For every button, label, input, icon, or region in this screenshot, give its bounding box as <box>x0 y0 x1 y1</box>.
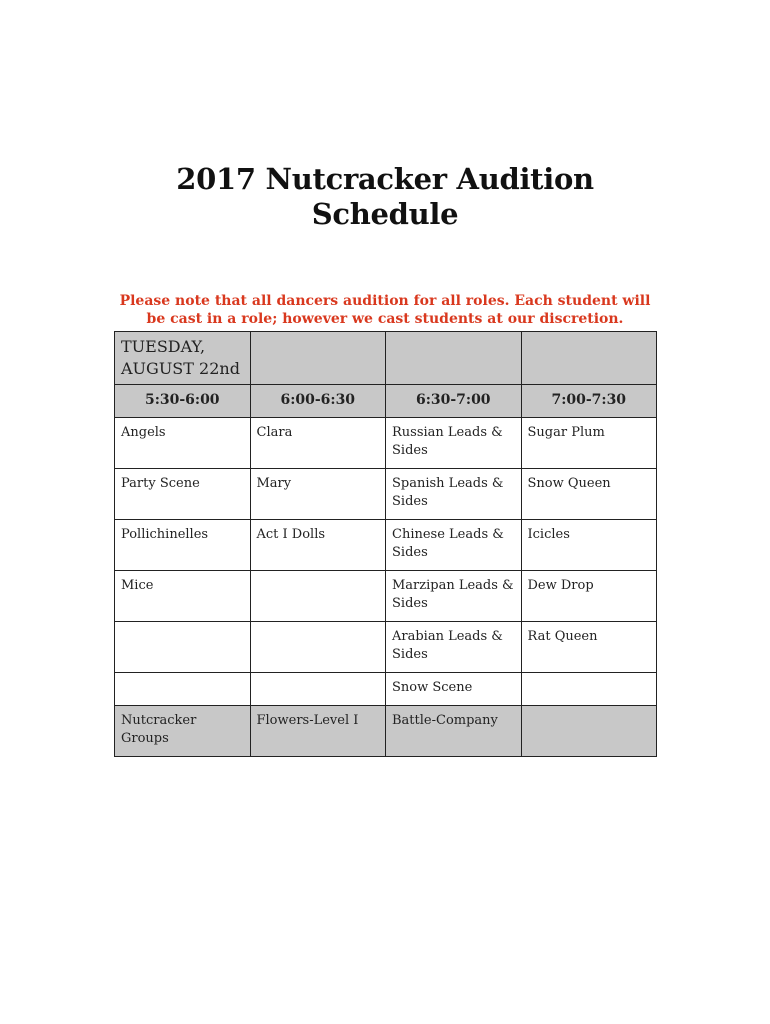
header-cell <box>521 332 657 385</box>
role-cell: Dew Drop <box>521 571 657 622</box>
time-slot-cell: 6:30-7:00 <box>386 385 522 418</box>
time-slot-row <box>115 385 657 418</box>
note-line-1: Please note that all dancers audition for all roles. Each student will <box>119 293 651 309</box>
date-label: AUGUST 22nd <box>121 359 240 378</box>
table-row <box>115 418 657 469</box>
group-cell: Flowers-Level I <box>250 706 386 757</box>
role-cell <box>250 622 386 673</box>
table-row <box>115 622 657 673</box>
role-cell: Snow Scene <box>386 673 522 706</box>
role-cell <box>115 673 251 706</box>
title-line-2: Schedule <box>311 197 459 231</box>
table-row <box>115 673 657 706</box>
role-cell: Icicles <box>521 520 657 571</box>
role-cell: Party Scene <box>115 469 251 520</box>
role-cell: Clara <box>250 418 386 469</box>
header-cell <box>250 332 386 385</box>
role-cell <box>250 571 386 622</box>
role-cell <box>250 673 386 706</box>
time-slot-cell: 6:00-6:30 <box>250 385 386 418</box>
role-cell: Russian Leads & Sides <box>386 418 522 469</box>
role-cell: Mary <box>250 469 386 520</box>
role-cell: Marzipan Leads & Sides <box>386 571 522 622</box>
audition-note <box>0 292 770 328</box>
time-slot-cell: 7:00-7:30 <box>521 385 657 418</box>
note-line-2: be cast in a role; however we cast students at our discretion. <box>146 311 624 327</box>
role-cell: Spanish Leads & Sides <box>386 469 522 520</box>
page-title <box>0 162 770 232</box>
table-header-row <box>115 332 657 385</box>
role-cell: Pollichinelles <box>115 520 251 571</box>
role-cell: Arabian Leads & Sides <box>386 622 522 673</box>
group-cell: Battle-Company <box>386 706 522 757</box>
header-cell <box>386 332 522 385</box>
table-row <box>115 520 657 571</box>
role-cell <box>115 622 251 673</box>
day-header-cell <box>115 332 251 385</box>
role-cell: Angels <box>115 418 251 469</box>
title-line-1: 2017 Nutcracker Audition <box>176 162 594 196</box>
table-footer-row <box>115 706 657 757</box>
role-cell: Snow Queen <box>521 469 657 520</box>
role-cell: Sugar Plum <box>521 418 657 469</box>
group-cell: Nutcracker Groups <box>115 706 251 757</box>
table-row <box>115 571 657 622</box>
role-cell: Chinese Leads & Sides <box>386 520 522 571</box>
day-label: TUESDAY, <box>121 337 206 356</box>
role-cell: Act I Dolls <box>250 520 386 571</box>
group-cell <box>521 706 657 757</box>
role-cell: Mice <box>115 571 251 622</box>
table-row <box>115 469 657 520</box>
role-cell: Rat Queen <box>521 622 657 673</box>
time-slot-cell: 5:30-6:00 <box>115 385 251 418</box>
audition-schedule-table <box>114 331 657 757</box>
role-cell <box>521 673 657 706</box>
